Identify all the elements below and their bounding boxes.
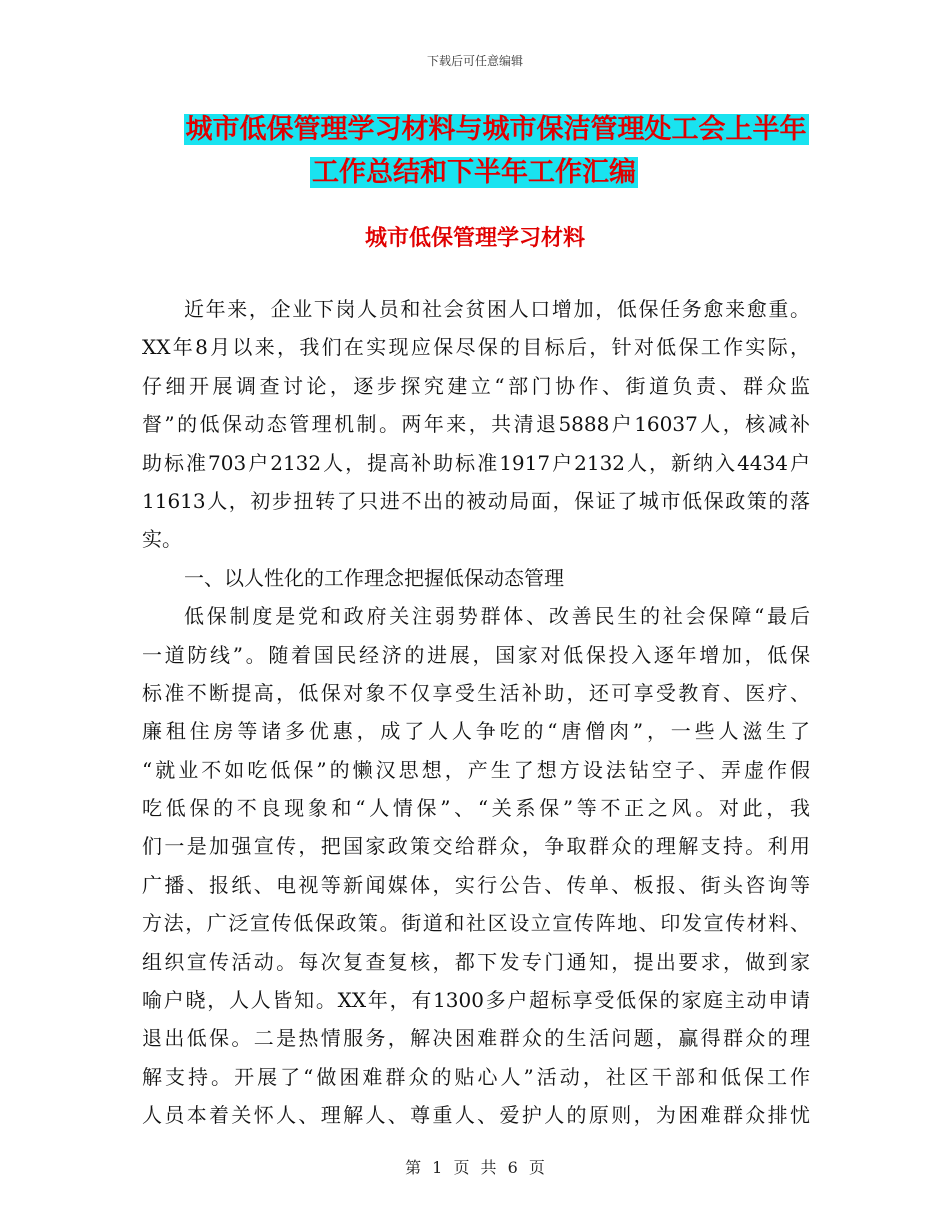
- body-text: [142, 290, 810, 1135]
- body-line: 廉租住房等诸多优惠，成了人人争吃的“唐僧肉”，一些人滋生了: [142, 719, 810, 744]
- body-line: 人员本着关怀人、理解人、尊重人、爱护人的原则，为困难群众排忧: [142, 1103, 810, 1128]
- body-line: 吃低保的不良现象和“人情保”、“关系保”等不正之风。对此，我: [142, 796, 810, 821]
- body-line: 仔细开展调查讨论，逐步探究建立“部门协作、街道负责、群众监: [142, 373, 810, 398]
- body-line: “就业不如吃低保”的懒汉思想，产生了想方设法钻空子、弄虚作假: [142, 757, 810, 782]
- body-line: 助标准703户2132人，提高补助标准1917户2132人，新纳入4434户: [142, 450, 810, 475]
- body-line: 一、以人性化的工作理念把握低保动态管理: [184, 565, 564, 590]
- section-title: 城市低保管理学习材料: [364, 226, 585, 251]
- body-line: 组织宣传活动。每次复查复核，都下发专门通知，提出要求，做到家: [142, 949, 810, 974]
- body-line: 退出低保。二是热情服务，解决困难群众的生活问题，赢得群众的理: [142, 1026, 810, 1051]
- body-line: 解支持。开展了“做困难群众的贴心人”活动，社区干部和低保工作: [142, 1064, 810, 1089]
- body-line: 督”的低保动态管理机制。两年来，共清退5888户16037人，核减补: [142, 412, 810, 437]
- page-header-note: 下载后可任意编辑: [426, 54, 523, 68]
- body-line: 广播、报纸、电视等新闻媒体，实行公告、传单、板报、街头咨询等: [142, 872, 810, 897]
- body-line: 喻户晓，人人皆知。XX年，有1300多户超标享受低保的家庭主动申请: [142, 988, 810, 1013]
- document-title-line-2-text: 工作总结和下半年工作汇编: [312, 157, 636, 188]
- page-footer: 第 1 页 共 6 页: [405, 1158, 545, 1177]
- body-line: 标准不断提高，低保对象不仅享受生活补助，还可享受教育、医疗、: [142, 680, 810, 705]
- body-line: 11613人，初步扭转了只进不出的被动局面，保证了城市低保政策的落: [142, 488, 810, 513]
- body-line: 低保制度是党和政府关注弱势群体、改善民生的社会保障“最后: [184, 604, 810, 629]
- body-line: 实。: [142, 527, 182, 552]
- body-line: 们一是加强宣传，把国家政策交给群众，争取群众的理解支持。利用: [142, 834, 810, 859]
- body-line: 一道防线”。随着国民经济的进展，国家对低保投入逐年增加，低保: [142, 642, 810, 667]
- body-line: 近年来，企业下岗人员和社会贫困人口增加，低保任务愈来愈重。: [184, 297, 810, 321]
- document-title-line-1: [0, 110, 950, 150]
- body-line: 方法，广泛宣传低保政策。街道和社区设立宣传阵地、印发宣传材料、: [142, 911, 810, 936]
- body-line: XX年8月以来，我们在实现应保尽保的目标后，针对低保工作实际，: [142, 335, 810, 360]
- document-title-line-1-text: 城市低保管理学习材料与城市保洁管理处工会上半年: [185, 114, 807, 145]
- document-title-line-2: [0, 153, 950, 193]
